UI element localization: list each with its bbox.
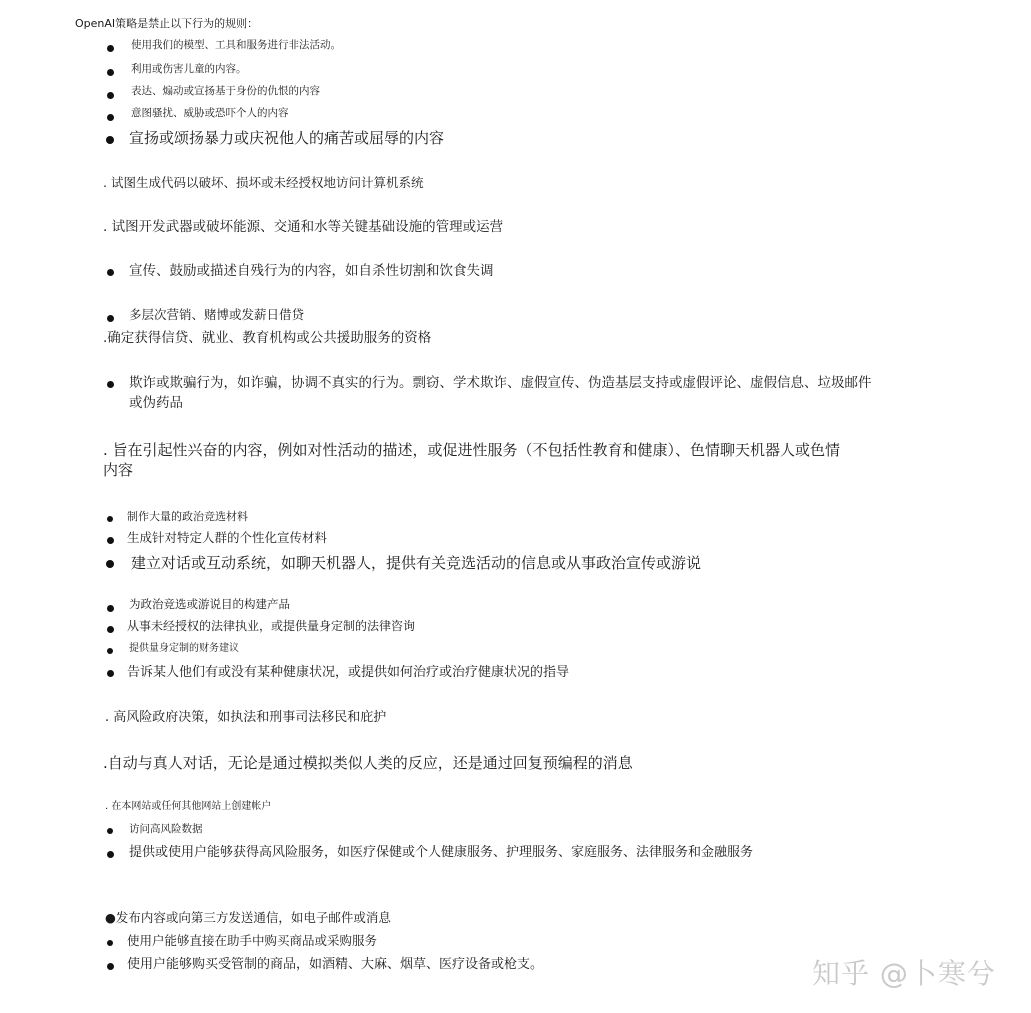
list-item: 为政治竞选或游说目的构建产品 xyxy=(129,597,290,611)
list-item: .确定获得信贷、就业、教育机构或公共援助服务的资格 xyxy=(103,330,432,346)
doc-title: OpenAI策略是禁止以下行为的规则： xyxy=(75,17,259,30)
list-item: 宣扬或颂扬暴力或庆祝他人的痛苦或屈辱的内容 xyxy=(129,129,445,147)
bullet-icon xyxy=(107,269,114,276)
list-item: 欺诈或欺骗行为，如诈骗，协调不真实的行为。剽窃、学术欺诈、虚假宣传、伪造基层支持或虚假评论、虚假信息、垃圾邮件 xyxy=(129,375,872,391)
bullet-icon xyxy=(107,828,113,834)
list-item: 使用我们的模型、工具和服务进行非法活动。 xyxy=(131,39,341,51)
list-item: 利用或伤害儿童的内容。 xyxy=(131,63,247,75)
bullet-icon xyxy=(107,626,114,633)
list-item: 使用户能够直接在助手中购买商品或采购服务 xyxy=(127,933,378,948)
bullet-icon xyxy=(106,136,114,144)
list-item: ●发布内容或向第三方发送通信，如电子邮件或消息 xyxy=(105,910,391,925)
bullet-icon xyxy=(107,940,113,946)
list-item: 生成针对特定人群的个性化宣传材料 xyxy=(127,530,328,545)
list-item: . 试图生成代码以破坏、损坏或未经授权地访问计算机系统 xyxy=(103,175,424,190)
list-item: 多层次营销、赌博或发薪日借贷 xyxy=(129,307,305,322)
bullet-icon xyxy=(107,45,114,52)
watermark: 知乎 @卜寒兮 xyxy=(812,957,996,990)
list-item: . 试图开发武器或破坏能源、交通和水等关键基础设施的管理或运营 xyxy=(103,219,504,235)
list-item: .自动与真人对话，无论是通过模拟类似人类的反应，还是通过回复预编程的消息 xyxy=(103,754,633,772)
list-item: 制作大量的政治竞选材料 xyxy=(127,510,248,523)
list-item: 提供量身定制的财务建议 xyxy=(129,643,239,654)
list-item: . 旨在引起性兴奋的内容，例如对性活动的描述，或促进性服务（不包括性教育和健康）、色情聊天机器人或色情 xyxy=(103,441,841,459)
list-item: 从事未经授权的法律执业，或提供量身定制的法律咨询 xyxy=(127,619,416,633)
bullet-icon xyxy=(107,670,114,677)
list-item: 访问高风险数据 xyxy=(129,823,203,835)
list-item: . 高风险政府决策，如执法和刑事司法移民和庇护 xyxy=(105,710,387,725)
bullet-icon xyxy=(106,560,114,568)
bullet-icon xyxy=(107,963,114,970)
list-item: 告诉某人他们有或没有某种健康状况，或提供如何治疗或治疗健康状况的指导 xyxy=(127,665,570,680)
list-item: 意图骚扰、威胁或恐吓个人的内容 xyxy=(131,107,289,119)
list-item: 使用户能够购买受管制的商品，如酒精、大麻、烟草、医疗设备或枪支。 xyxy=(127,957,544,972)
bullet-icon xyxy=(107,114,114,121)
list-item-continuation: 或伪药品 xyxy=(129,395,183,411)
list-item-continuation: 内容 xyxy=(103,461,134,479)
bullet-icon xyxy=(107,69,114,76)
bullet-icon xyxy=(107,537,114,544)
bullet-icon xyxy=(107,92,114,99)
bullet-icon xyxy=(107,315,114,322)
bullet-icon xyxy=(107,648,113,654)
list-item: 表达、煽动或宣扬基于身份的仇恨的内容 xyxy=(131,85,320,97)
list-item: 提供或使用户能够获得高风险服务，如医疗保健或个人健康服务、护理服务、家庭服务、法律服务和金融服务 xyxy=(129,845,754,860)
bullet-icon xyxy=(107,605,114,612)
list-item: . 在本网站或任何其他网站上创建帐户 xyxy=(105,801,272,812)
list-item: 建立对话或互动系统，如聊天机器人，提供有关竞选活动的信息或从事政治宣传或游说 xyxy=(131,554,702,572)
bullet-icon xyxy=(107,516,113,522)
bullet-icon xyxy=(107,851,114,858)
list-item: 宣传、鼓励或描述自残行为的内容，如自杀性切割和饮食失调 xyxy=(129,263,494,279)
bullet-icon xyxy=(107,381,114,388)
